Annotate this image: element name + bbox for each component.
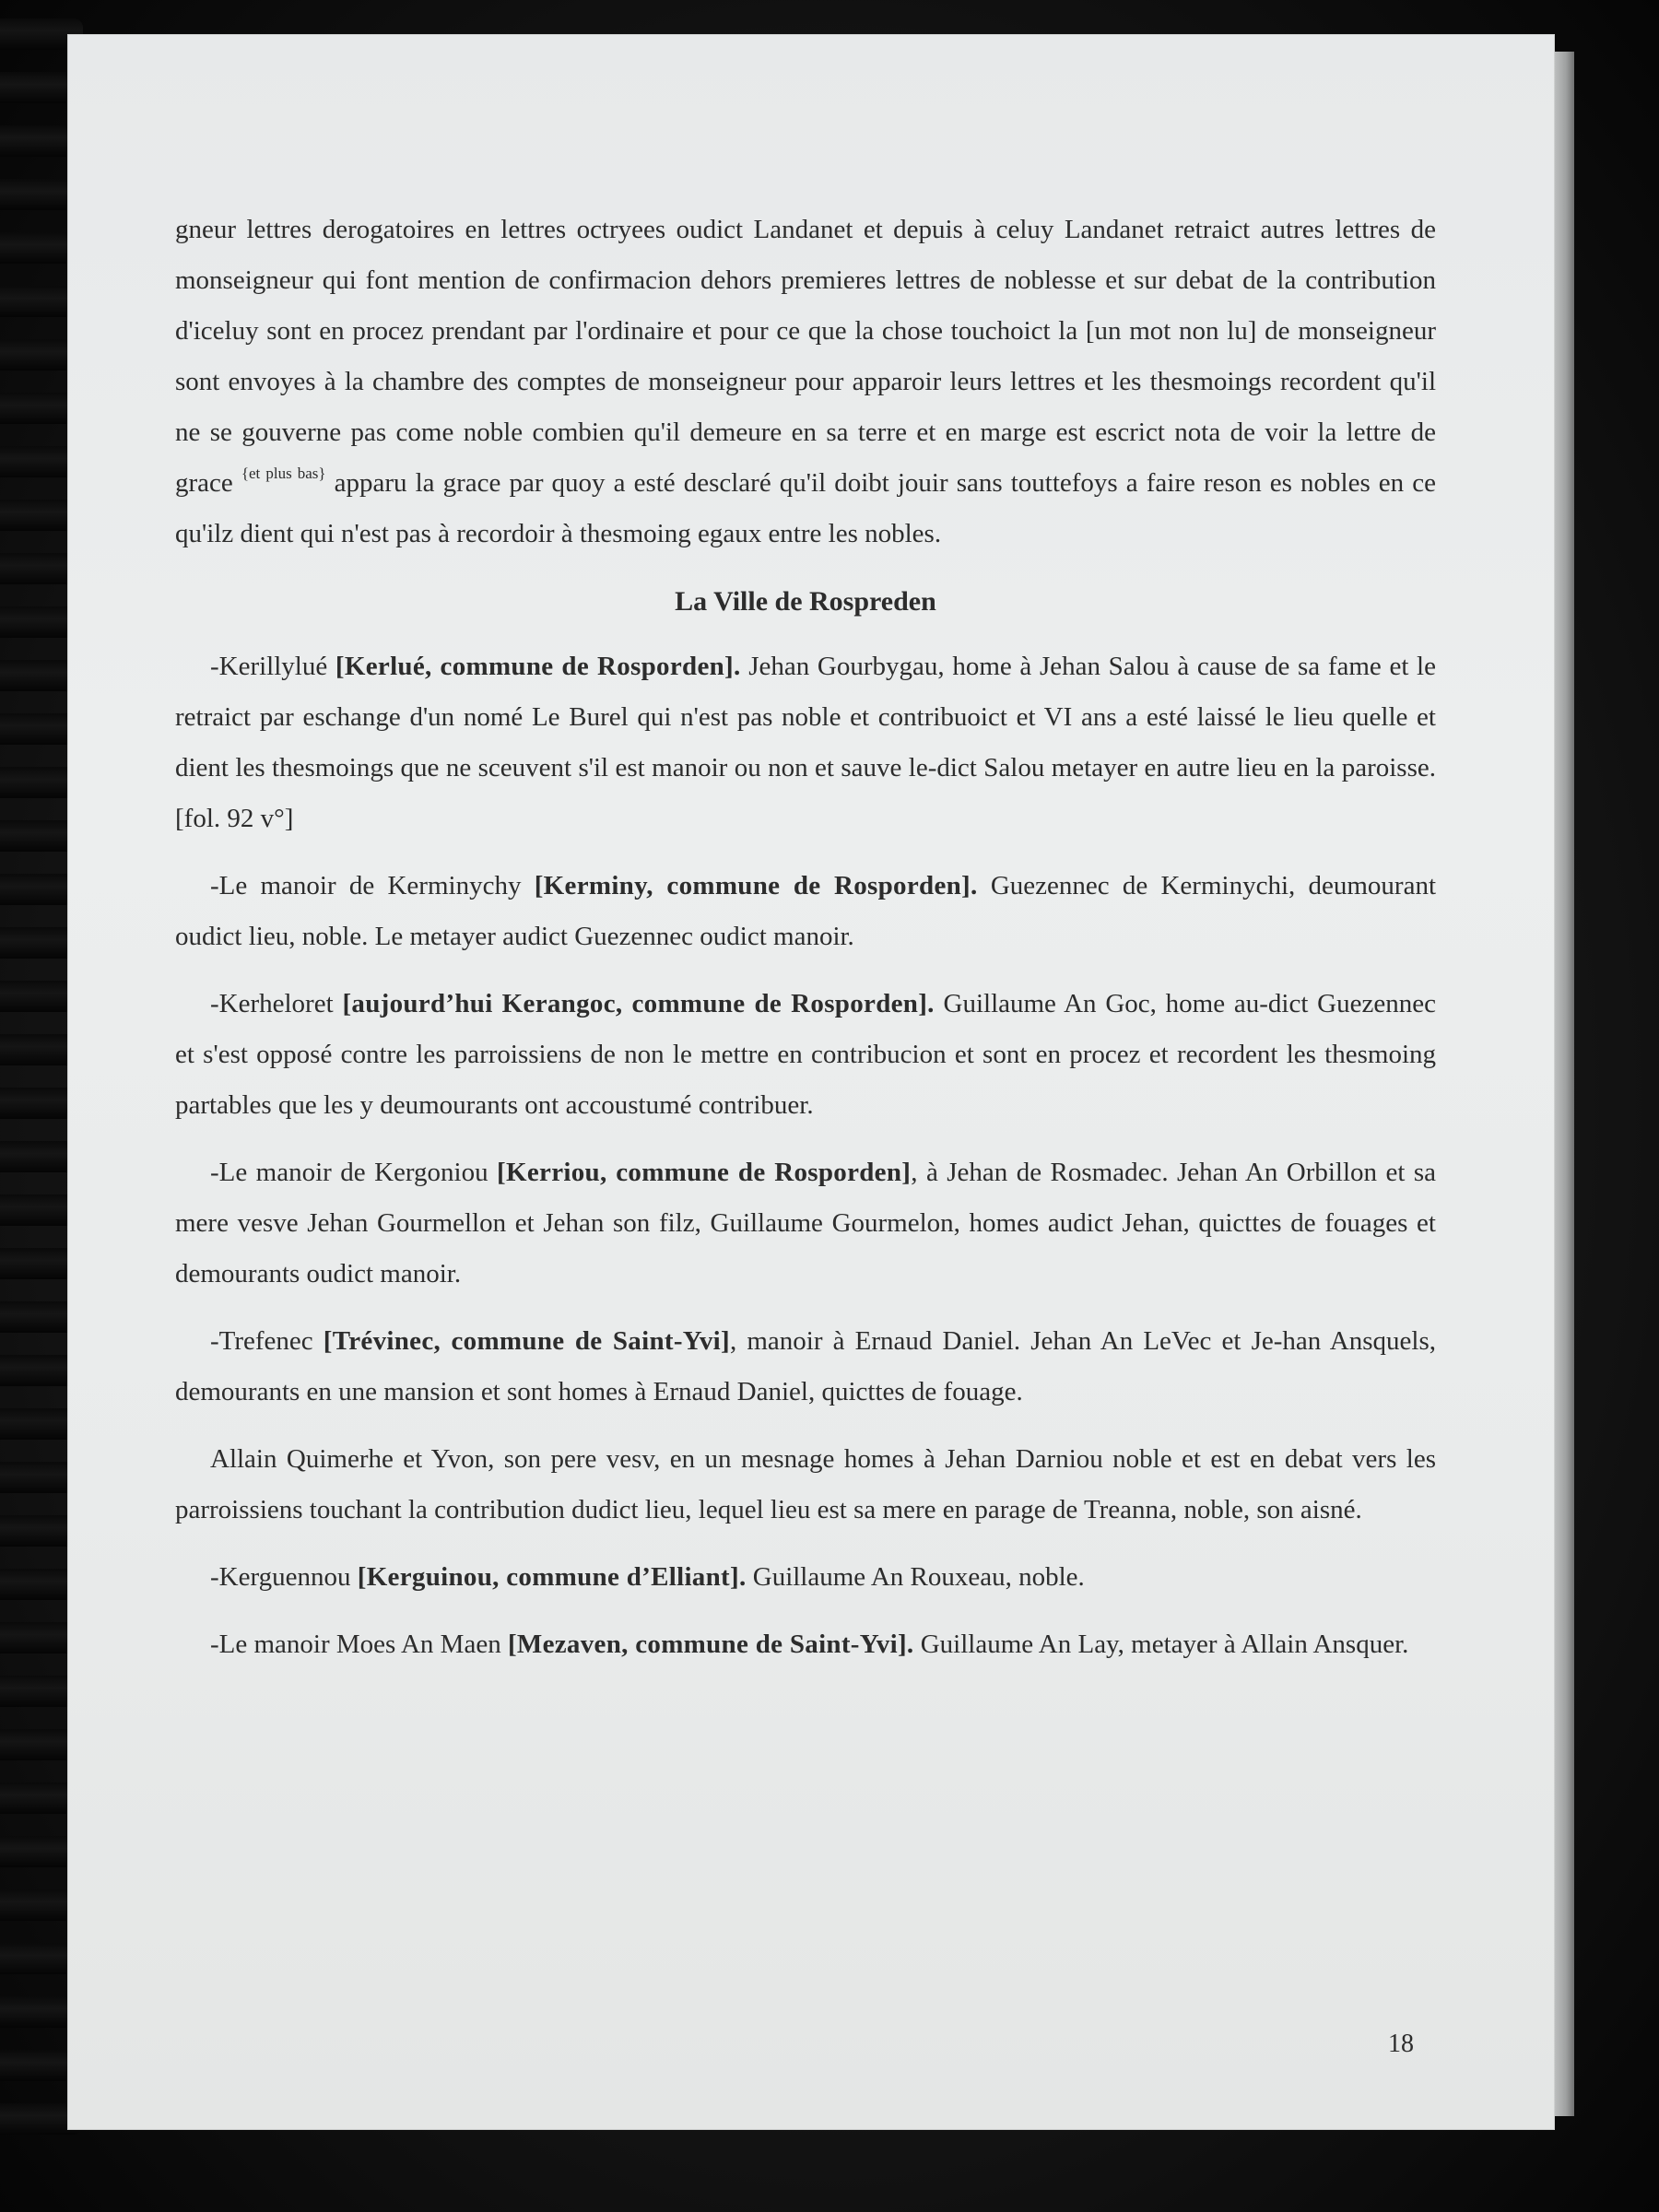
entry-lead: -Kerillylué <box>210 652 335 681</box>
entry-lead: Allain Quimerhe et Yvon, son pere vesv, en un mesnage homes à Jehan Darniou noble et est en debat vers les parroissiens touchant la contribution dudict lieu, lequel lieu est sa mere en parage de Treanna, noble, son aisné. <box>175 1444 1436 1524</box>
paragraph-text: gneur lettres derogatoires en lettres octryees oudict Landanet et depuis à celuy Landanet retraict autres lettres de monseigneur qui font mention de confirmacion dehors premieres lettres de noblesse et sur debat de la contribution d'iceluy sont en procez prendant par l'ordinaire et pour ce que la chose touchoict la [un mot non lu] de monseigneur sont envoyes à la chambre des comptes de monseigneur pour apparoir leurs lettres et les thesmoings recordent qu'il ne se gouverne pas come noble combien qu'il demeure en sa terre et en marge est escrict nota de voir la lettre de grace <box>175 215 1436 498</box>
entry-lead: -Trefenec <box>210 1326 324 1356</box>
entry-place: [Mezaven, commune de Saint-Yvi]. <box>507 1630 914 1659</box>
page-body <box>175 205 1436 1687</box>
entry-text: , manoir à Ernaud Daniel. Jehan An LeVec et Je-han Ansquels, demourants en une mansion et sont homes à Ernaud Daniel, quicttes de fouage. <box>175 1326 1437 1406</box>
entry-paragraph <box>175 861 1436 962</box>
entry-place: [Kerguinou, commune d’Elliant]. <box>357 1562 747 1592</box>
entry-paragraph <box>175 1316 1436 1418</box>
entry-place: [Kerminy, commune de Rosporden]. <box>534 871 978 900</box>
entry-paragraph <box>175 1619 1436 1670</box>
entry-lead: -Le manoir de Kergoniou <box>210 1158 498 1187</box>
entry-lead: -Le manoir de Kerminychy <box>210 871 535 900</box>
entry-lead: -Kerheloret <box>210 989 343 1018</box>
page-number: 18 <box>1388 2030 1414 2058</box>
entry-paragraph <box>175 1147 1436 1300</box>
entry-paragraph <box>175 641 1436 844</box>
entry-lead: -Le manoir Moes An Maen <box>210 1630 508 1659</box>
entry-text: , à Jehan de Rosmadec. Jehan An Orbillon et sa mere vesve Jehan Gourmellon et Jehan son filz, Guillaume Gourmelon, homes audict Jehan, quicttes de fouages et demourants oudict manoir. <box>175 1158 1436 1288</box>
entry-lead: -Kerguennou <box>210 1562 358 1592</box>
entry-paragraph <box>175 1552 1436 1603</box>
section-heading: La Ville de Rospreden <box>675 586 936 617</box>
entry-place: [Trévinec, commune de Saint-Yvi] <box>323 1326 730 1356</box>
entry-text: Jehan Gourbygau, home à Jehan Salou à cause de sa fame et le retraict par eschange d'un nomé Le Burel qui n'est pas noble et contribuoict et VI ans a esté laissé le lieu quelle et dient les thesmoings que ne sceuvent s'il est manoir ou non et sauve le-dict Salou metayer en autre lieu en la paroisse. [fol. 92 v°] <box>175 652 1436 833</box>
paragraph-text: apparu la grace par quoy a esté desclaré qu'il doibt jouir sans touttefoys a faire reson es nobles en ce qu'ilz dient qui n'est pas à recordoir à thesmoing egaux entre les nobles. <box>175 468 1436 548</box>
entry-text: Guillaume An Lay, metayer à Allain Ansquer. <box>913 1630 1409 1659</box>
entry-text: Guillaume An Goc, home au-dict Guezennec et s'est opposé contre les parroissiens de non le mettre en contribucion et sont en procez et recordent les thesmoing partables que les y deumourants ont accoustumé contribuer. <box>175 989 1436 1120</box>
superscript-note: {et plus bas} <box>241 465 326 482</box>
entry-text: Guezennec de Kerminychi, deumourant oudict lieu, noble. Le metayer audict Guezennec oudict manoir. <box>175 871 1437 951</box>
entry-place: [Kerlué, commune de Rosporden]. <box>335 652 741 681</box>
page-stack-edge <box>1554 52 1574 2116</box>
entry-paragraph <box>175 979 1436 1131</box>
entry-paragraph <box>175 1434 1436 1535</box>
paragraph-continued <box>175 205 1436 559</box>
entry-place: [aujourd’hui Kerangoc, commune de Rosporden]. <box>342 989 935 1018</box>
entry-place: [Kerriou, commune de Rosporden] <box>497 1158 912 1187</box>
entry-text: Guillaume An Rouxeau, noble. <box>746 1562 1085 1592</box>
